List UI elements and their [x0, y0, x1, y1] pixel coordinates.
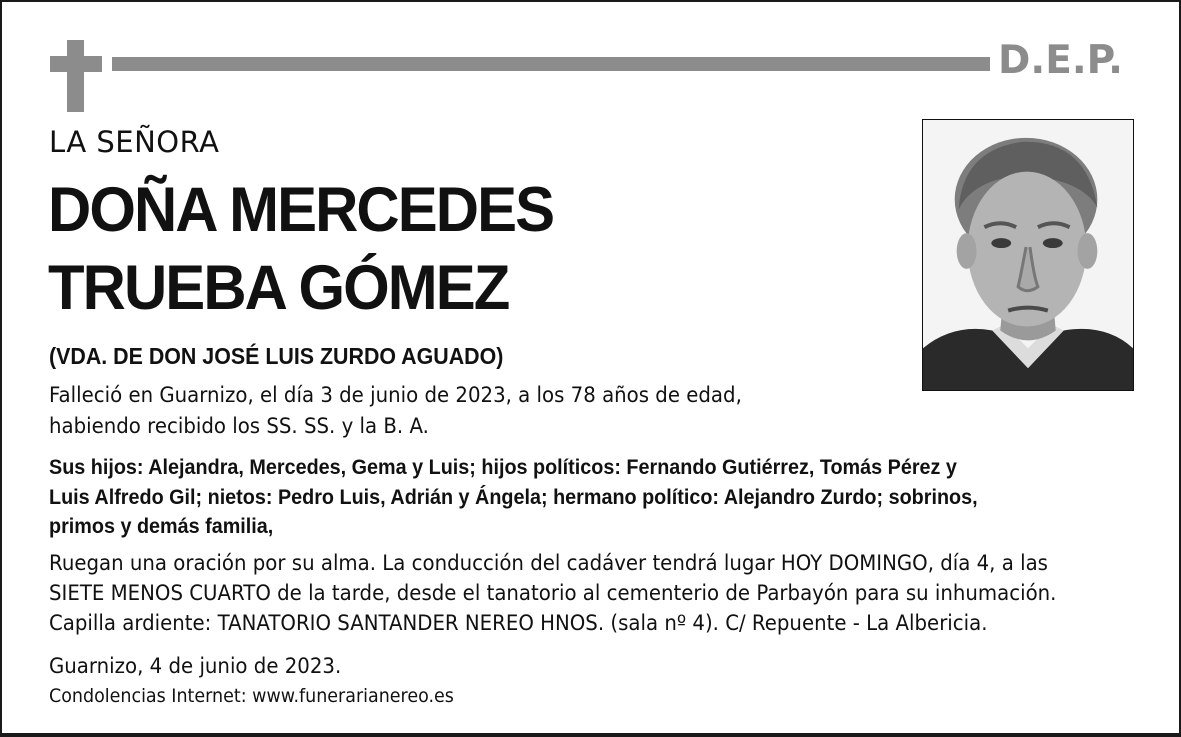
condolences-link[interactable]: Condolencias Internet: www.funerarianereo.es [49, 685, 454, 707]
service-line-2: SIETE MENOS CUARTO de la tarde, desde el tanatorio al cementerio de Parbayón para su inhumación. [49, 581, 1057, 605]
portrait-photo [922, 119, 1134, 391]
dep-label: D.E.P. [998, 38, 1123, 83]
honorific: LA SEÑORA [49, 125, 220, 159]
death-notice [49, 380, 857, 442]
deceased-name [48, 171, 553, 327]
place-date: Guarnizo, 4 de junio de 2023. [49, 654, 342, 678]
family-line-2: Luis Alfredo Gil; nietos: Pedro Luis, Adrián y Ángela; hermano político: Alejandro Zurdo; sobrinos, [49, 484, 978, 509]
family-list [49, 453, 1052, 542]
service-line-3: Capilla ardiente: TANATORIO SANTANDER NEREO HNOS. (sala nº 4). C/ Repuente - La Albericia. [49, 611, 988, 635]
name-line-1: DOÑA MERCEDES [48, 175, 554, 245]
family-line-3: primos y demás familia, [49, 514, 274, 538]
death-notice-line-2: habiendo recibido los SS. SS. y la B. A. [49, 414, 429, 438]
header-rule [112, 57, 990, 71]
service-line-1: Ruegan una oración por su alma. La conducción del cadáver tendrá lugar HOY DOMINGO, día 4, a las [49, 551, 1048, 575]
name-line-2: TRUEBA GÓMEZ [48, 253, 509, 323]
service-details [49, 548, 1125, 638]
death-notice-line-1: Falleció en Guarnizo, el día 3 de junio de 2023, a los 78 años de edad, [49, 383, 742, 407]
widow-of: (VDA. DE DON JOSÉ LUIS ZURDO AGUADO) [49, 343, 504, 369]
cross-icon [50, 40, 102, 112]
family-line-1: Sus hijos: Alejandra, Mercedes, Gema y Luis; hijos políticos: Fernando Gutiérrez, Tomás Pérez y [49, 455, 957, 479]
